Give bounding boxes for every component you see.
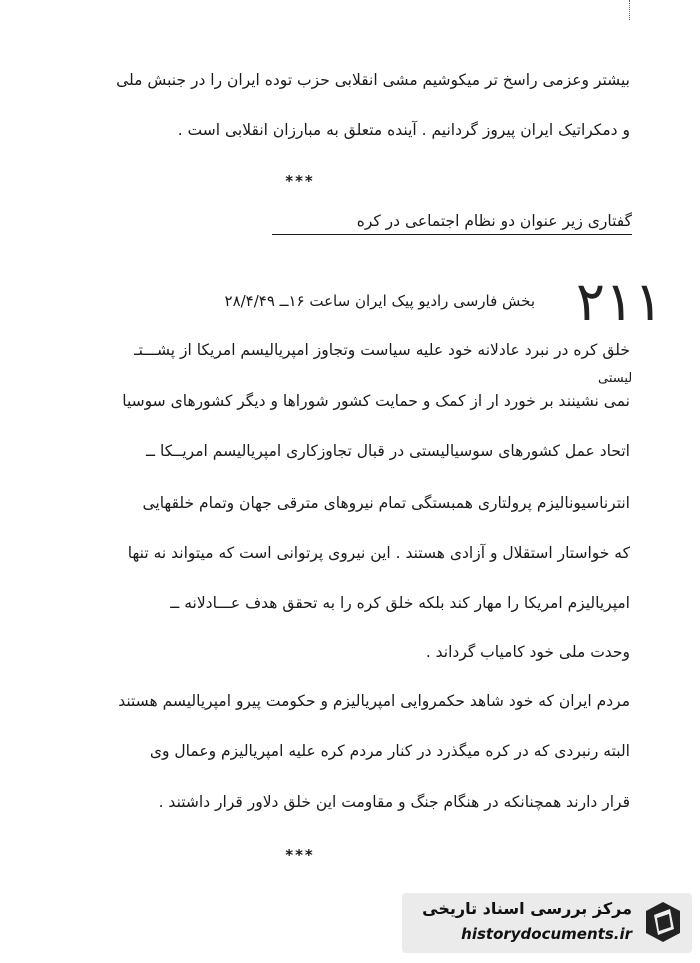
paragraph-3-line-2: البته رنبردی که در کره میگذرد در کنار مردم کره علیه امپریالیزم وعمال وی [149,742,630,760]
paragraph-3-line-3: قرار دارند همچنانکه در هنگام جنگ و مقاومت این خلق دلاور قرار داشتند . [158,793,630,811]
document-heading: گفتاری زیر عنوان دو نظام اجتماعی در کره [272,212,632,235]
watermark-url[interactable]: historydocuments.ir [461,925,632,943]
paragraph-1-line-1: بیشتر وعزمی راسخ تر میکوشیم مشی انقلابی حزب توده ایران را در جنبش ملی [116,71,630,89]
separator-2: *** [285,846,315,864]
broadcast-subheading: بخش فارسی رادیو پیک ایران ساعت ۱۶ــ ۲۸/۴/۴۹ [224,292,535,310]
separator-1: *** [285,172,315,190]
watermark [402,893,692,953]
watermark-title: مرکز بررسی اسناد تاریخی [422,899,632,918]
paragraph-2-line-3: اتحاد عمل کشورهای سوسیالیستی در قبال تجاوزکاری امپریالیسم امریــکا ــ [145,442,630,460]
archive-logo-icon [640,899,686,945]
paragraph-2-line-7: وحدت ملی خود کامیاب گرداند . [425,643,630,661]
handwritten-page-number: ۲۱۱ [576,270,664,333]
paragraph-3-line-1: مردم ایران که خود شاهد حکمروایی امپریالیزم و حکومت پیرو امپریالیسم هستند [118,692,630,710]
margin-note: لیستی [598,371,633,386]
edge-mark [629,0,636,20]
paragraph-2-line-4: انترناسیونالیزم پرولتاری همبستگی تمام نیروهای مترقی جهان وتمام خلقهایی [142,494,630,512]
paragraph-1-line-2: و دمکراتیک ایران پیروز گردانیم . آینده متعلق به مبارزان انقلابی است . [177,121,630,139]
paragraph-2-line-2: نمی نشینند بر خورد ار از کمک و حمایت کشور شوراها و دیگر کشورهای سوسیا [122,392,630,410]
paragraph-2-line-6: امپریالیزم امریکا را مهار کند بلکه خلق کره را به تحقق هدف عـــادلانه ــ [170,594,630,612]
paragraph-2-line-1: خلق کره در نبرد عادلانه خود علیه سیاست وتجاوز امپریالیسم امریکا از پشـــتـ [134,341,630,359]
paragraph-2-line-5: که خواستار استقلال و آزادی هستند . این نیروی پرتوانی است که میتواند نه تنها [127,544,630,562]
